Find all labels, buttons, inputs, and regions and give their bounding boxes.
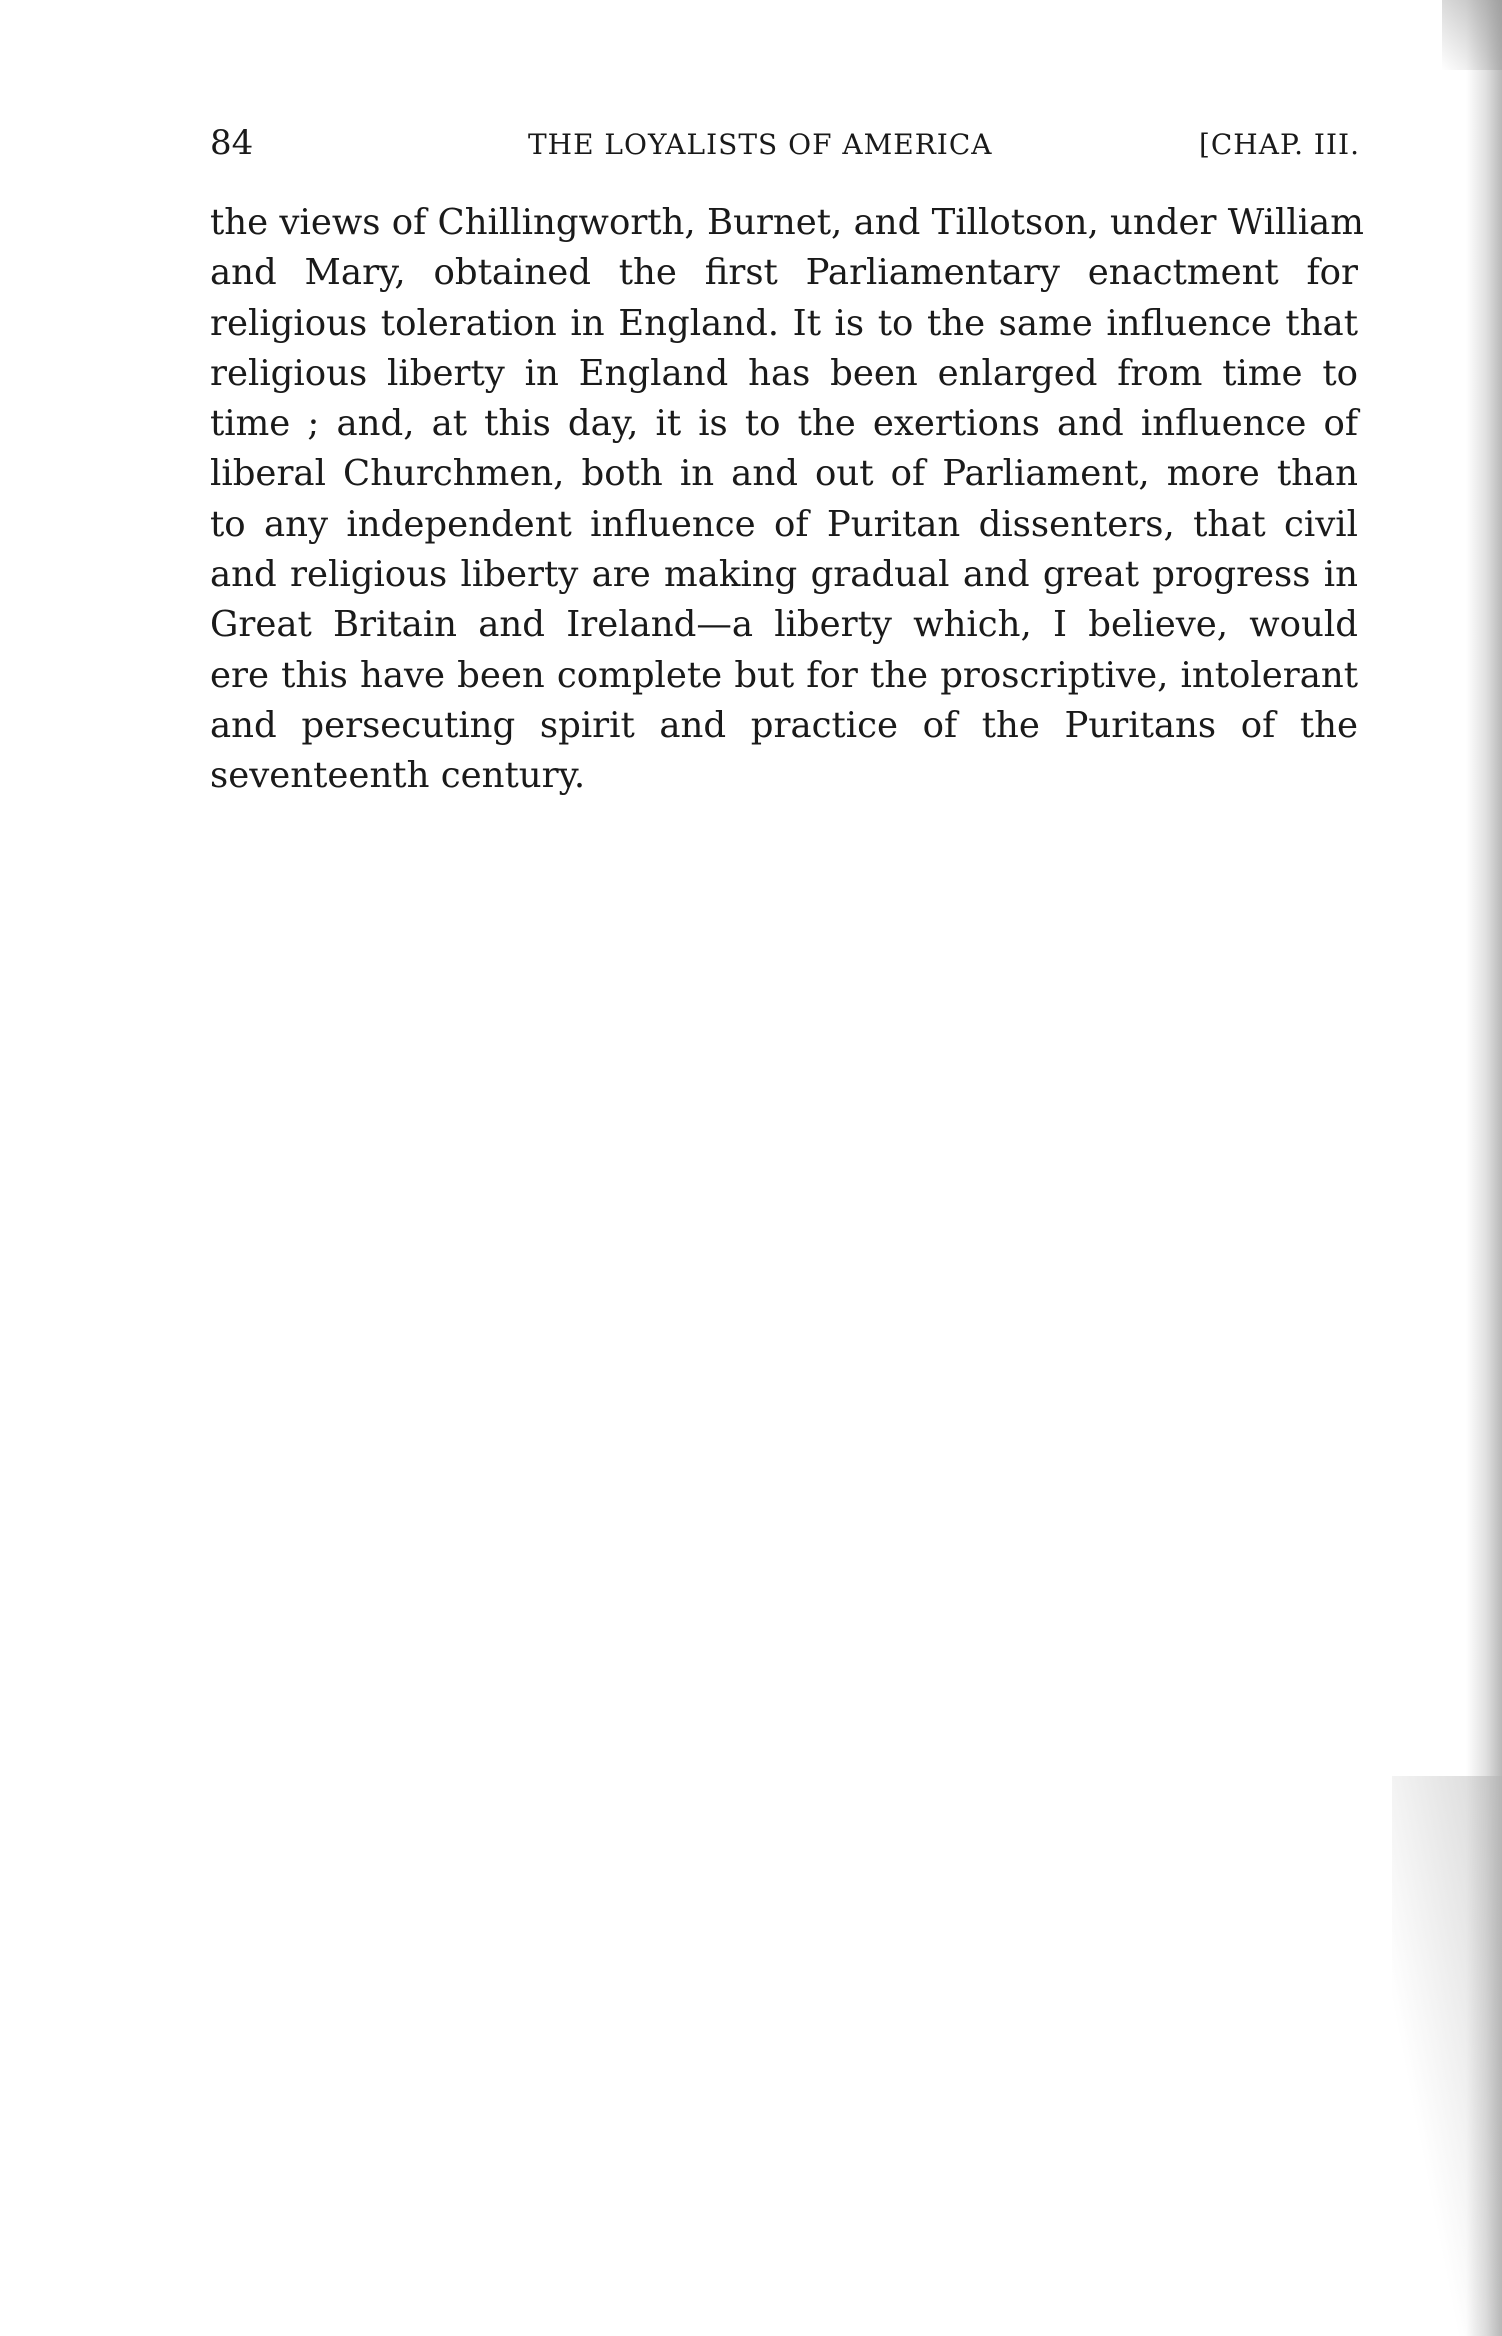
text-line: and Mary, obtained the first Parliamentary enactment for xyxy=(210,252,1358,294)
text-line: ere this have been complete but for the proscriptive, intolerant xyxy=(210,654,1358,696)
text-line: religious toleration in England. It is to the same influence that xyxy=(210,302,1358,344)
page-corner-shadow-bottom xyxy=(1392,1776,1502,2336)
body-paragraph xyxy=(210,198,1364,802)
text-line: to any independent influence of Puritan dissenters, that civil xyxy=(210,503,1358,545)
running-title: THE LOYALISTS OF AMERICA xyxy=(528,128,993,161)
text-line: seventeenth century. xyxy=(210,755,586,797)
text-line: and religious liberty are making gradual and great progress in xyxy=(210,554,1358,596)
text-line: time ; and, at this day, it is to the exertions and influence of xyxy=(210,403,1358,445)
page-number: 84 xyxy=(210,123,254,163)
text-line: Great Britain and Ireland—a liberty which, I believe, would xyxy=(210,604,1358,646)
running-head xyxy=(210,118,1360,168)
text-line: religious liberty in England has been enlarged from time to xyxy=(210,352,1358,394)
chapter-reference: [CHAP. III. xyxy=(1198,128,1360,161)
page-corner-shadow-top xyxy=(1442,0,1502,70)
text-line: and persecuting spirit and practice of the Puritans of the xyxy=(210,704,1358,746)
text-line: liberal Churchmen, both in and out of Parliament, more than xyxy=(210,453,1358,495)
text-line: the views of Chillingworth, Burnet, and Tillotson, under William xyxy=(210,202,1364,243)
